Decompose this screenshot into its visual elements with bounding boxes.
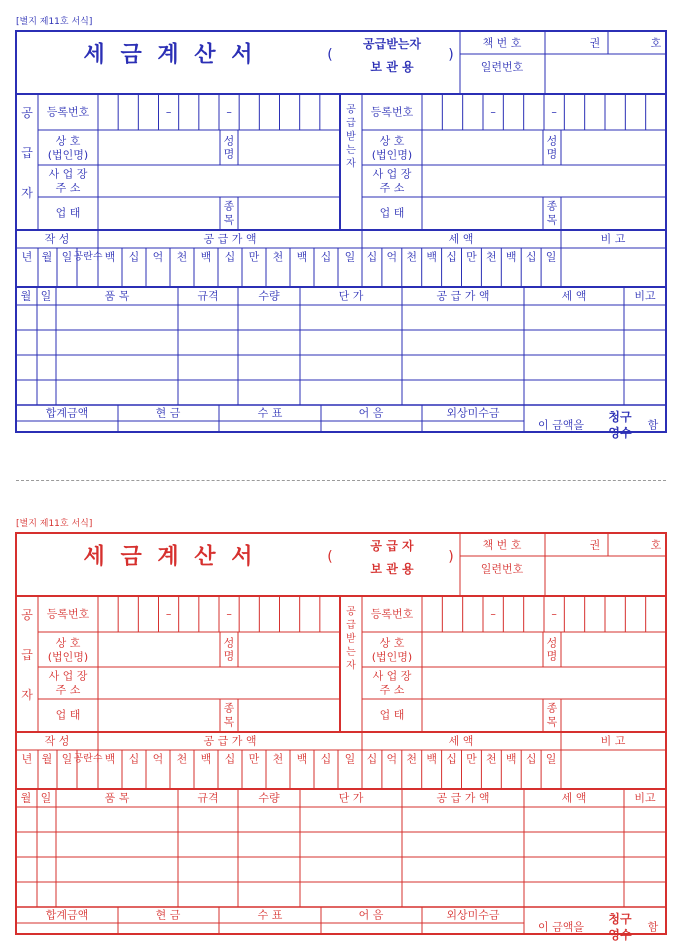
cash-label: 현 금 — [155, 406, 181, 420]
digit-label: 천 — [176, 752, 188, 766]
day-label: 일 — [61, 752, 73, 766]
invoice-svg — [0, 15, 676, 445]
digit-label: 일 — [344, 752, 356, 766]
cash-label: 현 금 — [155, 908, 181, 922]
serial-no-label: 일련번호 — [480, 60, 524, 74]
supply-amount-label: 공 급 가 액 — [203, 734, 257, 748]
digit-label: 천 — [486, 752, 497, 766]
reg-dash: – — [551, 607, 557, 621]
receiver-side-label: 공 — [346, 606, 356, 618]
address-label: 사 업 장 — [48, 167, 88, 181]
digit-label: 백 — [296, 250, 308, 264]
credit-label: 외상미수금 — [446, 908, 500, 922]
reg-no-label: 등록번호 — [370, 607, 414, 621]
claim-option-1: 청구 — [608, 912, 632, 926]
credit-label: 외상미수금 — [446, 406, 500, 420]
business-type-label: 업 태 — [379, 708, 405, 722]
digit-label: 십 — [128, 250, 140, 264]
month-label: 월 — [41, 250, 53, 264]
item-spec-label: 규격 — [197, 791, 219, 805]
name-label: 성 — [223, 636, 235, 650]
item-spec-label: 규격 — [197, 289, 219, 303]
address-label: 주 소 — [55, 181, 81, 195]
side-label: 공 급 자 — [370, 539, 414, 553]
claim-suffix: 함 — [647, 920, 659, 934]
day-label: 일 — [61, 250, 73, 264]
tax-invoice-supplier-copy — [0, 517, 676, 947]
digit-label: 백 — [104, 752, 116, 766]
blank-count-label: 공란수 — [73, 251, 103, 263]
digit-label: 만 — [248, 250, 260, 264]
year-label: 년 — [21, 752, 33, 766]
book-no-label: 책 번 호 — [482, 538, 522, 552]
year-label: 년 — [21, 250, 33, 264]
digit-label: 억 — [152, 250, 164, 264]
address-label: 주 소 — [379, 683, 405, 697]
business-type-label: 업 태 — [55, 206, 81, 220]
remark-label: 비 고 — [600, 734, 626, 748]
digit-label: 백 — [505, 250, 517, 264]
item-month-label: 월 — [20, 289, 32, 303]
reg-dash: – — [226, 105, 232, 119]
claim-option-2: 영수 — [608, 426, 632, 440]
blank-count-label: 공란수 — [73, 753, 103, 765]
item-name-label: 품 목 — [104, 791, 130, 805]
tax-invoice-receiver-copy — [0, 15, 676, 445]
company-sub-label: (법인명) — [47, 148, 89, 162]
digit-label: 백 — [104, 250, 116, 264]
name-label: 성 — [546, 134, 558, 148]
digit-label: 십 — [320, 752, 332, 766]
business-item-label: 목 — [546, 715, 558, 729]
item-unit-price-label: 단 가 — [338, 289, 364, 303]
item-day-label: 일 — [40, 791, 52, 805]
company-sub-label: (법인명) — [371, 148, 413, 162]
item-month-label: 월 — [20, 791, 32, 805]
company-label: 상 호 — [379, 636, 405, 650]
business-type-label: 업 태 — [55, 708, 81, 722]
digit-label: 백 — [296, 752, 308, 766]
reg-dash: – — [551, 105, 557, 119]
digit-label: 억 — [386, 752, 398, 766]
item-qty-label: 수량 — [258, 289, 280, 303]
receiver-side-label: 받 — [346, 131, 356, 143]
item-supply-label: 공 급 가 액 — [436, 791, 490, 805]
digit-label: 십 — [525, 250, 537, 264]
receiver-side-label: 는 — [346, 145, 356, 156]
side-label: 공급받는자 — [363, 37, 421, 51]
reg-dash: – — [165, 105, 172, 119]
note-label: 어 음 — [358, 406, 384, 420]
item-unit-price-label: 단 가 — [338, 791, 364, 805]
paren-close: ) — [448, 47, 454, 63]
digit-label: 십 — [320, 250, 332, 264]
form-number: [별지 제11호 서식] — [16, 17, 93, 27]
reg-no-label: 등록번호 — [46, 607, 90, 621]
business-item-label: 종 — [546, 701, 558, 715]
copy-separator — [16, 480, 666, 481]
item-day-label: 일 — [40, 289, 52, 303]
supplier-side-label: 공 — [21, 106, 33, 120]
digit-label: 백 — [200, 250, 212, 264]
digit-label: 천 — [176, 250, 188, 264]
outer-frame — [16, 31, 666, 432]
digit-label: 억 — [386, 250, 398, 264]
supply-amount-label: 공 급 가 액 — [203, 232, 257, 246]
item-remark-label: 비고 — [634, 289, 656, 303]
paren-open: ( — [327, 549, 333, 565]
reg-no-label: 등록번호 — [46, 105, 90, 119]
receiver-side-label: 는 — [346, 647, 356, 658]
item-tax-label: 세 액 — [561, 791, 587, 805]
digit-label: 백 — [426, 250, 437, 264]
copy-label: 보 관 용 — [370, 562, 414, 576]
company-label: 상 호 — [55, 636, 81, 650]
receiver-side-label: 받 — [346, 633, 356, 645]
tax-amount-label: 세 액 — [448, 734, 474, 748]
item-tax-label: 세 액 — [561, 289, 587, 303]
digit-label: 십 — [446, 752, 457, 766]
digit-label: 십 — [446, 250, 457, 264]
name-label: 성 — [546, 636, 558, 650]
address-label: 사 업 장 — [372, 167, 412, 181]
written-date-label: 작 성 — [44, 734, 70, 748]
receiver-side-label: 급 — [346, 620, 356, 631]
check-label: 수 표 — [257, 406, 283, 420]
supplier-side-label: 급 — [21, 648, 33, 662]
address-label: 사 업 장 — [48, 669, 88, 683]
business-item-label: 목 — [546, 213, 558, 227]
note-label: 어 음 — [358, 908, 384, 922]
digit-label: 백 — [200, 752, 212, 766]
claim-option-1: 청구 — [608, 410, 632, 424]
name-label: 명 — [223, 147, 235, 161]
digit-label: 만 — [466, 250, 477, 264]
claim-suffix: 함 — [647, 418, 659, 432]
business-item-label: 목 — [223, 715, 235, 729]
reg-no-label: 등록번호 — [370, 105, 414, 119]
business-item-label: 종 — [546, 199, 558, 213]
receiver-side-label: 급 — [346, 118, 356, 129]
digit-label: 천 — [406, 250, 418, 264]
tax-amount-label: 세 액 — [448, 232, 474, 246]
digit-label: 천 — [486, 250, 497, 264]
digit-label: 천 — [272, 752, 284, 766]
item-name-label: 품 목 — [104, 289, 130, 303]
digit-label: 십 — [224, 752, 236, 766]
total-label: 합계금액 — [45, 406, 89, 420]
check-label: 수 표 — [257, 908, 283, 922]
name-label: 명 — [223, 649, 235, 663]
item-supply-label: 공 급 가 액 — [436, 289, 490, 303]
address-label: 주 소 — [379, 181, 405, 195]
claim-prefix: 이 금액을 — [537, 920, 585, 934]
digit-label: 만 — [466, 752, 477, 766]
copy-label: 보 관 용 — [370, 60, 414, 74]
volume-label: 권 — [589, 538, 601, 552]
supplier-side-label: 급 — [21, 146, 33, 160]
paren-close: ) — [448, 549, 454, 565]
item-qty-label: 수량 — [258, 791, 280, 805]
digit-label: 만 — [248, 752, 260, 766]
supplier-side-label: 자 — [21, 688, 33, 702]
name-label: 성 — [223, 134, 235, 148]
claim-prefix: 이 금액을 — [537, 418, 585, 432]
company-sub-label: (법인명) — [371, 650, 413, 664]
reg-dash: – — [490, 105, 496, 119]
invoice-title: 세 금 계 산 서 — [83, 42, 257, 68]
reg-dash: – — [226, 607, 232, 621]
address-label: 사 업 장 — [372, 669, 412, 683]
digit-label: 천 — [406, 752, 418, 766]
business-item-label: 종 — [223, 701, 235, 715]
supplier-side-label: 자 — [21, 186, 33, 200]
digit-label: 백 — [426, 752, 437, 766]
supplier-side-label: 공 — [21, 608, 33, 622]
digit-label: 일 — [545, 752, 557, 766]
issue-label: 호 — [650, 36, 662, 50]
digit-label: 십 — [224, 250, 236, 264]
name-label: 명 — [546, 147, 558, 161]
digit-label: 일 — [545, 250, 557, 264]
invoice-svg — [0, 517, 676, 947]
company-label: 상 호 — [379, 134, 405, 148]
written-date-label: 작 성 — [44, 232, 70, 246]
form-number: [별지 제11호 서식] — [16, 519, 93, 529]
paren-open: ( — [327, 47, 333, 63]
digit-label: 천 — [272, 250, 284, 264]
business-item-label: 목 — [223, 213, 235, 227]
month-label: 월 — [41, 752, 53, 766]
business-type-label: 업 태 — [379, 206, 405, 220]
outer-frame — [16, 533, 666, 934]
issue-label: 호 — [650, 538, 662, 552]
reg-dash: – — [165, 607, 172, 621]
digit-label: 억 — [152, 752, 164, 766]
company-sub-label: (법인명) — [47, 650, 89, 664]
name-label: 명 — [546, 649, 558, 663]
company-label: 상 호 — [55, 134, 81, 148]
address-label: 주 소 — [55, 683, 81, 697]
item-remark-label: 비고 — [634, 791, 656, 805]
claim-option-2: 영수 — [608, 928, 632, 942]
digit-label: 십 — [525, 752, 537, 766]
business-item-label: 종 — [223, 199, 235, 213]
receiver-side-label: 자 — [346, 158, 356, 170]
volume-label: 권 — [589, 36, 601, 50]
invoice-title: 세 금 계 산 서 — [83, 544, 257, 570]
digit-label: 백 — [505, 752, 517, 766]
book-no-label: 책 번 호 — [482, 36, 522, 50]
digit-label: 십 — [128, 752, 140, 766]
digit-label: 십 — [366, 752, 378, 766]
digit-label: 십 — [366, 250, 378, 264]
digit-label: 일 — [344, 250, 356, 264]
total-label: 합계금액 — [45, 908, 89, 922]
serial-no-label: 일련번호 — [480, 562, 524, 576]
receiver-side-label: 자 — [346, 660, 356, 672]
receiver-side-label: 공 — [346, 104, 356, 116]
remark-label: 비 고 — [600, 232, 626, 246]
reg-dash: – — [490, 607, 496, 621]
